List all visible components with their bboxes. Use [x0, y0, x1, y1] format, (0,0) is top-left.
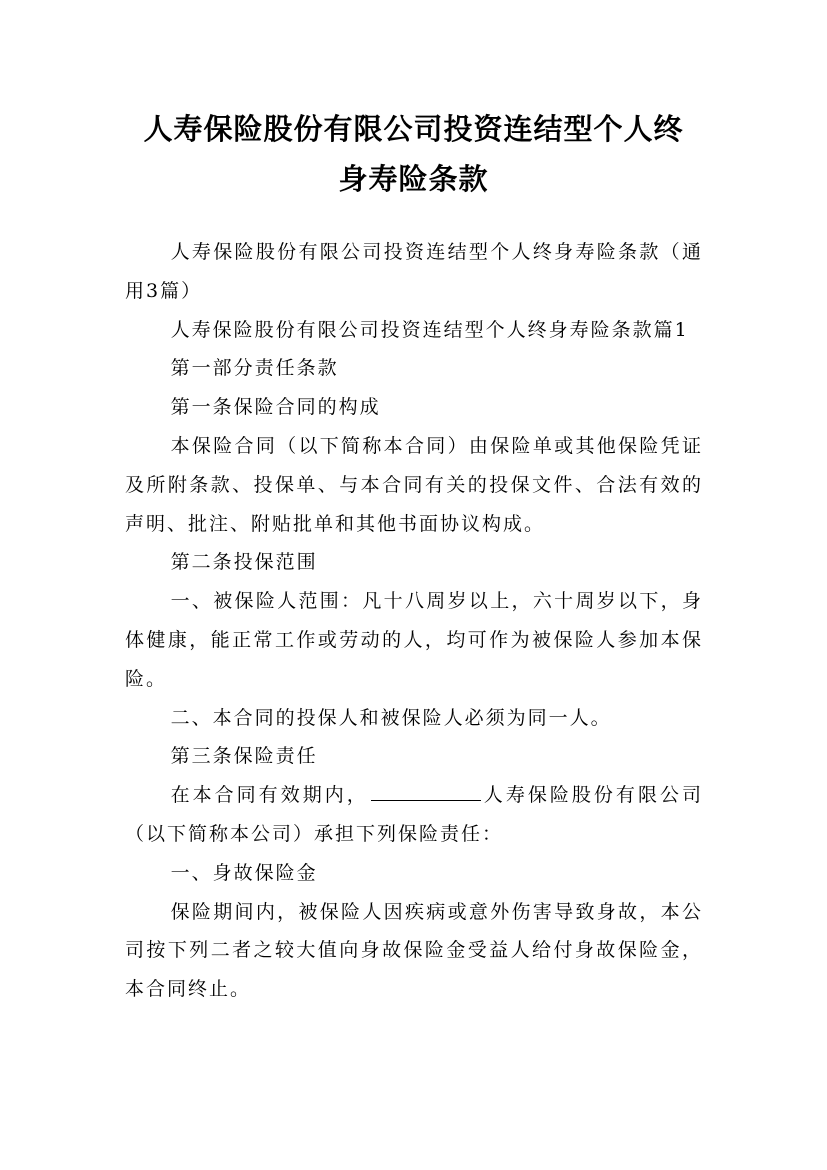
title-line-2: 身寿险条款 [338, 162, 489, 196]
paragraph-clause-3-text [125, 776, 703, 854]
paragraph-clause-1-heading: 第一条保险合同的构成 [170, 396, 381, 419]
paragraph-part-heading: 第一部分责任条款 [170, 357, 339, 380]
title-line-1: 人寿保险股份有限公司投资连结型个人终 [143, 112, 684, 146]
paragraph-clause-2-heading: 第二条投保范围 [170, 551, 318, 574]
clause-3-text-end: 人寿保险股份有限公司（以下简称本公司）承担下列保险责任： [125, 784, 703, 845]
paragraph-clause-2-item-1: 一、被保险人范围：凡十八周岁以上，六十周岁以下，身体健康，能正常工作或劳动的人，均可作为被保险人参加本保险。 [125, 590, 703, 690]
paragraph-death-benefit-text: 保险期间内，被保险人因疾病或意外伤害导致身故，本公司按下列二者之较大值向身故保险金受益人给付身故保险金，本合同终止。 [125, 900, 703, 1001]
paragraph-clause-1-text: 本保险合同（以下简称本合同）由保险单或其他保险凭证及所附条款、投保单、与本合同有关的投保文件、合法有效的声明、批注、附贴批单和其他书面协议构成。 [125, 434, 703, 535]
clause-3-text-start: 在本合同有效期内， [170, 784, 369, 807]
company-name-blank [371, 779, 481, 801]
document-title [0, 104, 827, 204]
paragraph-death-benefit-heading: 一、身故保险金 [170, 861, 318, 884]
paragraph-collection-title: 人寿保险股份有限公司投资连结型个人终身寿险条款（通用3篇） [125, 241, 703, 302]
paragraph-article-title: 人寿保险股份有限公司投资连结型个人终身寿险条款篇1 [170, 318, 689, 341]
paragraph-clause-3-heading: 第三条保险责任 [170, 745, 318, 768]
paragraph-clause-2-item-2: 二、本合同的投保人和被保险人必须为同一人。 [170, 706, 612, 729]
document-body [125, 233, 703, 1009]
